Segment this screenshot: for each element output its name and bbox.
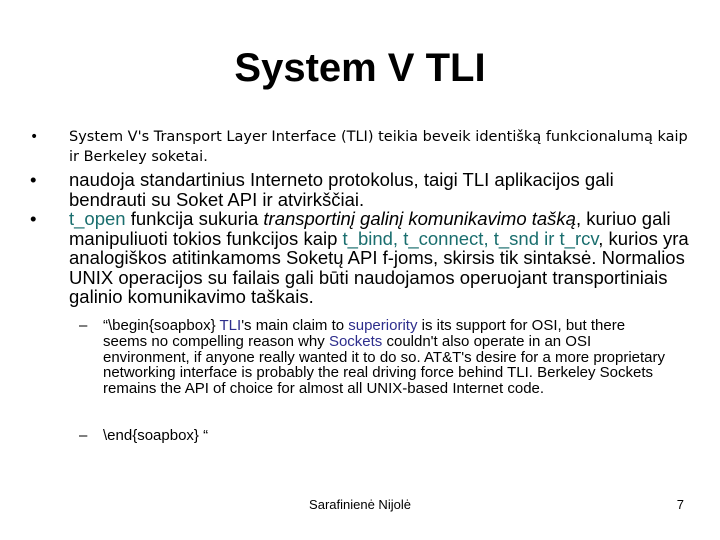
- sub-text-part: “\begin{soapbox}: [103, 317, 220, 334]
- bullet-text: System V's Transport Layer Interface (TLI) teikia beveik identišką funkcionalumą kaip ir Berkeley soketai.: [69, 129, 688, 165]
- bullet-icon: •: [30, 129, 39, 145]
- sub-bullet-soapbox-begin: [79, 318, 669, 397]
- sub-text-part: is its support for OSI, but there seems no compelling reason why: [103, 317, 626, 350]
- dash-icon: –: [79, 317, 88, 334]
- slide-title: System V TLI: [234, 46, 486, 90]
- sub-text-part: couldn't also operate in an OSI environment, if anyone really wanted it to do so. AT&T's desire for a more proprietary networking interface is probably the real driving force behind TLI. Berkeley Sockets remains the API of choice for almost all UNIX-based Internet code.: [103, 332, 666, 398]
- superiority-highlight: superiority: [348, 317, 418, 334]
- footer-author: Sarafinienė Nijolė: [309, 497, 411, 512]
- sub-bullet-soapbox-end: [79, 428, 669, 444]
- bullet-text-part: , kurios yra analogiškos atitinkamoms Soketų API f-joms, skirsis tik sintaksė. Normalios UNIX operacijos su failais gali būti naudojamos operuojant transportiniais galinio komunikavimo taškais.: [69, 227, 689, 307]
- sub-bullet-text: [103, 318, 669, 397]
- bullet-text: [69, 209, 699, 307]
- bullet-text-part: , kuriuo gali manipuliuoti tokios funkcijos kaip: [69, 208, 671, 249]
- page-number: 7: [676, 497, 684, 512]
- tli-highlight: TLI: [219, 317, 242, 334]
- bullet-item-tli-intro: [30, 127, 690, 167]
- bullet-item-internet-protocols: [30, 170, 690, 209]
- tli-functions-link[interactable]: t_bind, t_connect, t_snd ir t_rcv: [342, 227, 599, 249]
- bullet-text: naudoja standartinius Interneto protokolus, taigi TLI aplikacijos gali bendrauti su Soket API ir atvirkščiai.: [69, 169, 614, 210]
- t-open-link[interactable]: t_open: [69, 208, 126, 229]
- sub-bullet-text: \end{soapbox} “: [103, 427, 209, 444]
- bullet-icon: •: [30, 208, 37, 229]
- bullet-text-part: funkcija sukuria: [125, 208, 264, 229]
- dash-icon: –: [79, 427, 88, 444]
- sub-text-part: 's main claim to: [241, 317, 349, 334]
- sockets-highlight: Sockets: [328, 332, 383, 350]
- bullet-icon: •: [30, 169, 37, 190]
- bullet-emphasis: transportinį galinį komunikavimo tašką: [263, 208, 576, 229]
- bullet-item-t-open: [30, 209, 690, 307]
